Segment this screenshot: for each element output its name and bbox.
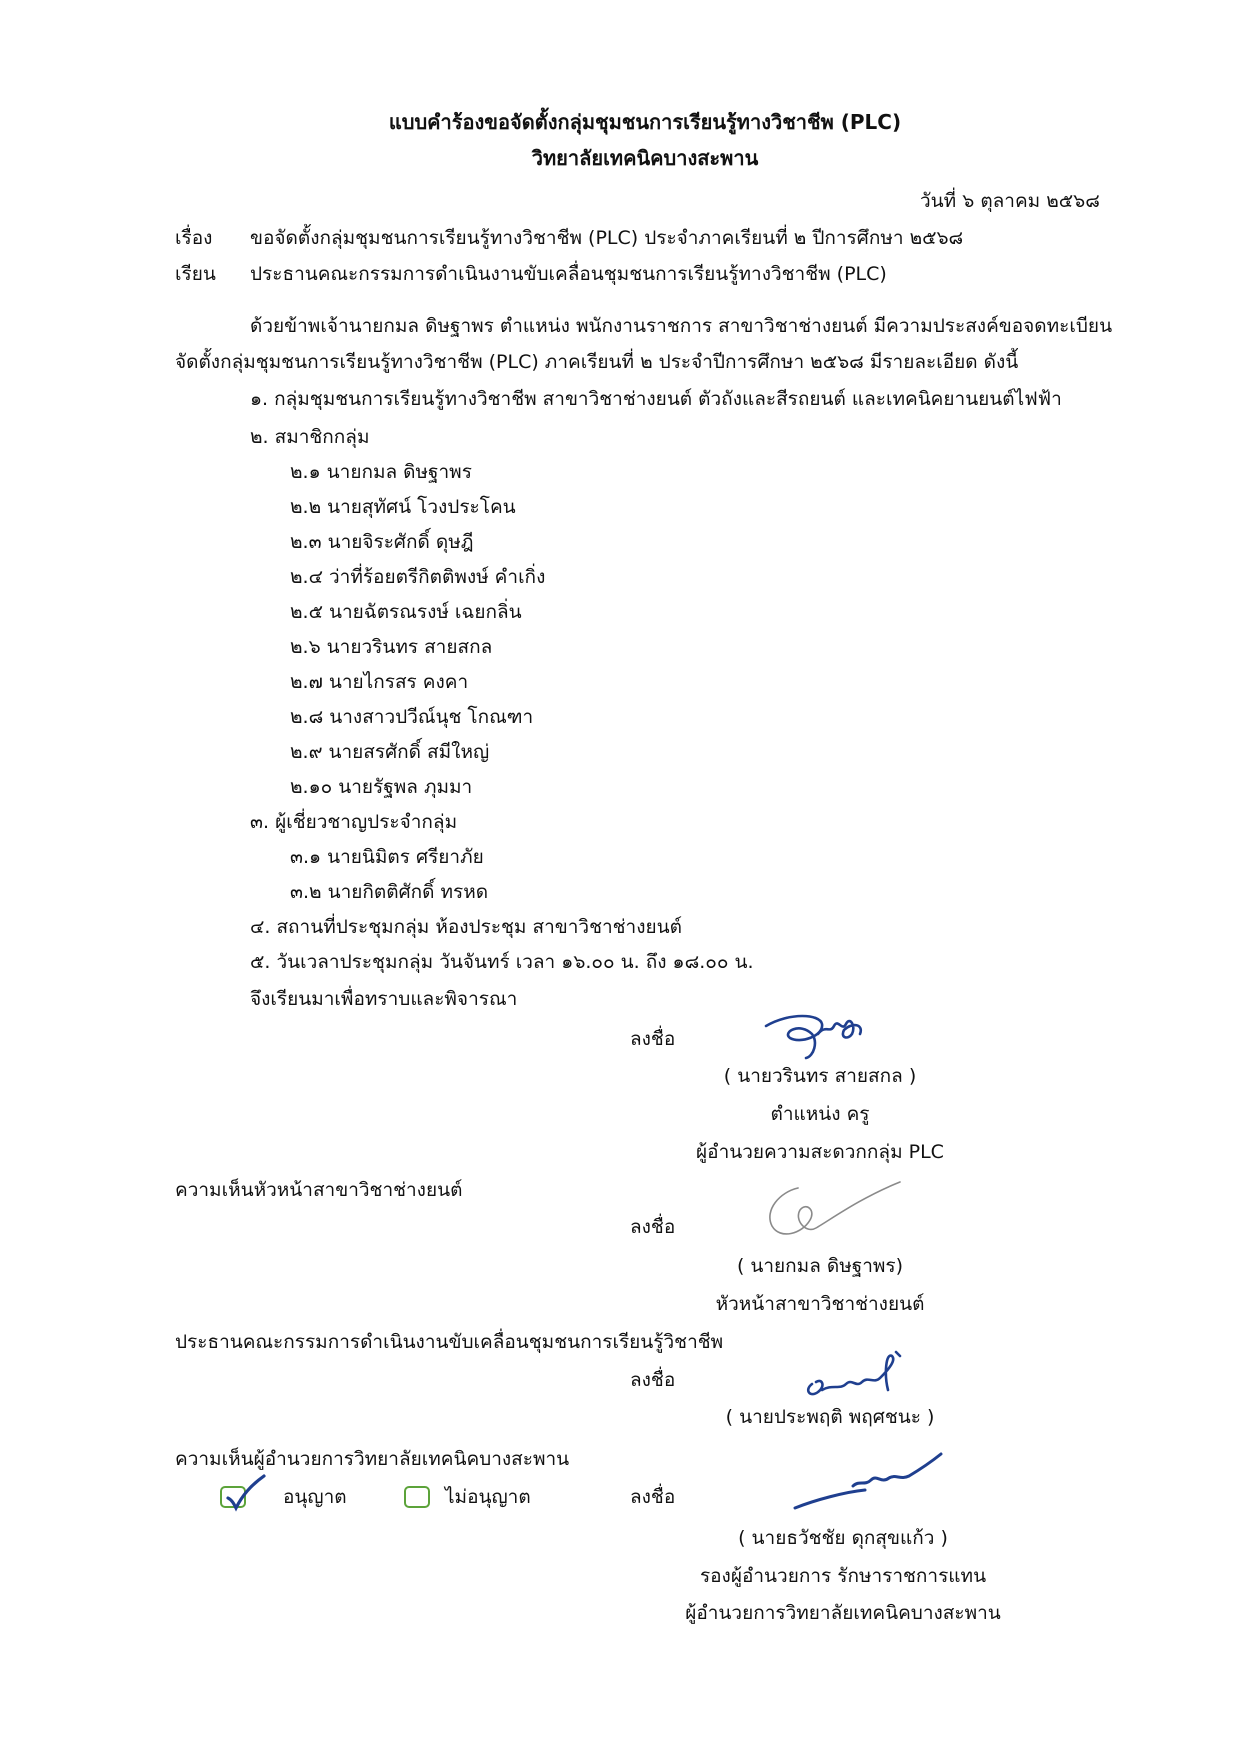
signer-role: ผู้อำนวยความสะดวกกลุ่ม PLC (696, 1141, 944, 1163)
sign-label: ลงชื่อ (630, 1216, 676, 1238)
member-item: ๒.๔ ว่าที่ร้อยตรีกิตติพงษ์ คำเกิ่ง (290, 566, 546, 588)
director-position-line2: ผู้อำนวยการวิทยาลัยเทคนิคบางสะพาน (685, 1602, 1001, 1624)
member-item: ๒.๘ นางสาวปวีณ์นุช โกณฑา (290, 706, 534, 728)
sign-label: ลงชื่อ (630, 1369, 676, 1391)
college-name: วิทยาลัยเทคนิคบางสะพาน (531, 146, 759, 170)
department-head-name: ( นายกมล ดิษฐาพร) (736, 1255, 904, 1277)
item-5-schedule: ๕. วันเวลาประชุมกลุ่ม วันจันทร์ เวลา ๑๖.๐๐ น. ถึง ๑๘.๐๐ น. (250, 951, 754, 973)
item-1-group: ๑. กลุ่มชุมชนการเรียนรู้ทางวิชาชีพ สาขาวิชาช่างยนต์ ตัวถังและสีรถยนต์ และเทคนิคยานยนต์ไฟฟ้า (250, 388, 1062, 410)
subject-label: เรื่อง (175, 227, 213, 249)
expert-item: ๓.๑ นายนิมิตร ศรียาภัย (290, 846, 484, 868)
department-head-opinion-label: ความเห็นหัวหน้าสาขาวิชาช่างยนต์ (175, 1179, 463, 1201)
director-opinion-label: ความเห็นผู้อำนวยการวิทยาลัยเทคนิคบางสะพาน (175, 1448, 570, 1470)
item-3-experts-heading: ๓. ผู้เชี่ยวชาญประจำกลุ่ม (250, 811, 458, 833)
director-position: รองผู้อำนวยการ รักษาราชการแทน (699, 1565, 987, 1587)
signature-image (760, 1004, 870, 1060)
member-item: ๒.๖ นายวรินทร สายสกล (290, 636, 493, 658)
to-text: ประธานคณะกรรมการดำเนินงานขับเคลื่อนชุมชนการเรียนรู้ทางวิชาชีพ (PLC) (250, 263, 887, 285)
member-item: ๒.๗ นายไกรสร คงคา (290, 671, 469, 693)
department-head-position: หัวหน้าสาขาวิชาช่างยนต์ (715, 1293, 925, 1315)
check-mark-icon (222, 1472, 268, 1512)
director-name: ( นายธวัชชัย ดุกสุขแก้ว ) (738, 1527, 948, 1549)
body-paragraph-line2: จัดตั้งกลุ่มชุมชนการเรียนรู้ทางวิชาชีพ (PLC) ภาคเรียนที่ ๒ ประจำปีการศึกษา ๒๕๖๘ มีรายละเอียด ดังนี้ (175, 351, 1019, 373)
expert-item: ๓.๒ นายกิตติศักดิ์ ทรหด (290, 881, 489, 903)
signature-image (800, 1344, 910, 1400)
to-label: เรียน (175, 263, 216, 285)
sign-label: ลงชื่อ (630, 1028, 676, 1050)
approve-label: อนุญาต (283, 1486, 347, 1508)
body-paragraph-line1: ด้วยข้าพเจ้านายกมล ดิษฐาพร ตำแหน่ง พนักงานราชการ สาขาวิชาช่างยนต์ มีความประสงค์ขอจดทะเบียน (250, 315, 1113, 337)
form-title: แบบคำร้องขอจัดตั้งกลุ่มชุมชนการเรียนรู้ทางวิชาชีพ (PLC) (388, 110, 902, 134)
member-item: ๒.๕ นายฉัตรณรงษ์ เฉยกลิ่น (290, 601, 522, 623)
sign-label: ลงชื่อ (630, 1486, 676, 1508)
signature-image (785, 1450, 945, 1520)
document-date: วันที่ ๖ ตุลาคม ๒๕๖๘ (920, 190, 1100, 212)
chairman-name: ( นายประพฤติ พฤศชนะ ) (725, 1406, 935, 1428)
item-2-members-heading: ๒. สมาชิกกลุ่ม (250, 426, 370, 448)
signer-name: ( นายวรินทร สายสกล ) (723, 1065, 917, 1087)
member-item: ๒.๑ นายกมล ดิษฐาพร (290, 461, 472, 483)
chairman-label: ประธานคณะกรรมการดำเนินงานขับเคลื่อนชุมชนการเรียนรู้วิชาชีพ (175, 1331, 724, 1353)
signer-position: ตำแหน่ง ครู (770, 1103, 870, 1125)
member-item: ๒.๒ นายสุทัศน์ โวงประโคน (290, 496, 516, 518)
member-item: ๒.๙ นายสรศักดิ์ สมีใหญ่ (290, 741, 490, 763)
member-item: ๒.๓ นายจิระศักดิ์ ดุษฎี (290, 531, 474, 553)
member-item: ๒.๑๐ นายรัฐพล ภุมมา (290, 776, 473, 798)
closing-text: จึงเรียนมาเพื่อทราบและพิจารณา (250, 988, 518, 1010)
signature-image (750, 1180, 910, 1250)
subject-text: ขอจัดตั้งกลุ่มชุมชนการเรียนรู้ทางวิชาชีพ (PLC) ประจำภาคเรียนที่ ๒ ปีการศึกษา ๒๕๖๘ (250, 227, 964, 249)
reject-checkbox[interactable] (404, 1486, 430, 1508)
reject-label: ไม่อนุญาต (445, 1486, 531, 1508)
item-4-location: ๔. สถานที่ประชุมกลุ่ม ห้องประชุม สาขาวิชาช่างยนต์ (250, 916, 682, 938)
